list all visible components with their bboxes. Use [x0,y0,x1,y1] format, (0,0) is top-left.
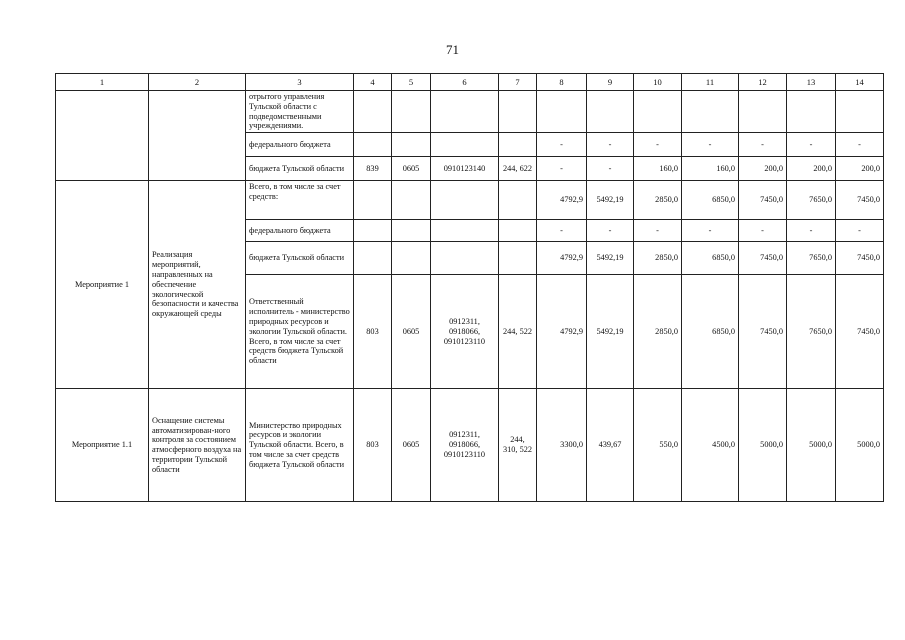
table-row [56,91,884,133]
header-cell: 7 [499,74,537,91]
value-cell: - [634,133,682,157]
value-cell: 7450,0 [836,242,884,275]
header-cell: 12 [739,74,787,91]
header-cell: 4 [354,74,392,91]
value-cell: - [836,220,884,242]
code-cell: 803 [354,275,392,389]
value-cell: - [537,157,587,181]
value-cell: - [787,133,836,157]
value-cell: 7650,0 [787,242,836,275]
value-cell: 7450,0 [739,242,787,275]
value-cell: 6850,0 [682,242,739,275]
value-cell: 3300,0 [537,389,587,502]
measure-description: Оснащение системы автоматизирован-ного контроля за состоянием атмосферного воздуха на территории Тульской области [149,389,246,502]
page-number: 71 [446,42,459,57]
code-cell: 0912311, 0918066, 0910123110 [431,275,499,389]
code-cell: 0910123140 [431,157,499,181]
header-cell: 14 [836,74,884,91]
value-cell: - [682,220,739,242]
measure-name: Мероприятие 1 [56,181,149,389]
measure-description: Реализация мероприятий, направленных на обеспечение экологической безопасности и качества окружающей среды [149,181,246,389]
executor-label: Ответственный исполнитель - министерство природных ресурсов и экологии Тульской области. Всего, в том числе за счет средств бюджета Тульской области [246,275,354,389]
row-label: бюджета Тульской области [246,242,354,275]
header-cell: 10 [634,74,682,91]
value-cell: 5000,0 [836,389,884,502]
value-cell: 2850,0 [634,242,682,275]
code-cell: 0912311, 0918066, 0910123110 [431,389,499,502]
header-cell: 13 [787,74,836,91]
value-cell: 7650,0 [787,181,836,220]
budget-table [55,73,884,502]
value-cell: 6850,0 [682,275,739,389]
value-cell: - [739,220,787,242]
code-cell: 803 [354,389,392,502]
value-cell: 160,0 [634,157,682,181]
value-cell: 7450,0 [836,181,884,220]
value-cell: - [537,220,587,242]
table-row [56,181,884,220]
value-cell: 5492,19 [587,242,634,275]
empty-cell [56,91,149,181]
row-label: федерального бюджета [246,220,354,242]
value-cell: - [634,220,682,242]
row-label: бюджета Тульской области [246,157,354,181]
code-cell: 244, 622 [499,157,537,181]
value-cell: 7650,0 [787,275,836,389]
row-label: федерального бюджета [246,133,354,157]
measure-name: Мероприятие 1.1 [56,389,149,502]
code-cell: 244, 310, 522 [499,389,537,502]
header-cell: 6 [431,74,499,91]
value-cell: 200,0 [836,157,884,181]
value-cell: - [739,133,787,157]
value-cell: - [587,220,634,242]
table-row [56,389,884,502]
header-cell: 3 [246,74,354,91]
value-cell: 200,0 [787,157,836,181]
table-header-row [56,74,884,91]
empty-cell [149,91,246,181]
value-cell: 2850,0 [634,181,682,220]
value-cell: 5492,19 [587,275,634,389]
value-cell: 200,0 [739,157,787,181]
value-cell: 5492,19 [587,181,634,220]
value-cell: 2850,0 [634,275,682,389]
header-cell: 9 [587,74,634,91]
code-cell: 0605 [392,389,431,502]
header-cell: 5 [392,74,431,91]
value-cell: 5000,0 [739,389,787,502]
value-cell: 4792,9 [537,181,587,220]
code-cell: 244, 522 [499,275,537,389]
code-cell: 0605 [392,157,431,181]
value-cell: 7450,0 [739,181,787,220]
value-cell: 6850,0 [682,181,739,220]
value-cell: 7450,0 [836,275,884,389]
value-cell: - [787,220,836,242]
row-label: Всего, в том числе за счет средств: [246,181,354,220]
header-cell: 2 [149,74,246,91]
code-cell: 839 [354,157,392,181]
header-cell: 8 [537,74,587,91]
value-cell: - [587,133,634,157]
value-cell: 4500,0 [682,389,739,502]
value-cell: 7450,0 [739,275,787,389]
value-cell: - [836,133,884,157]
header-cell: 1 [56,74,149,91]
value-cell: - [682,133,739,157]
value-cell: 160,0 [682,157,739,181]
value-cell: 4792,9 [537,275,587,389]
header-cell: 11 [682,74,739,91]
value-cell: 550,0 [634,389,682,502]
executor-label: Министерство природных ресурсов и экологии Тульской области. Всего, в том числе за счет средств бюджета Тульской области [246,389,354,502]
value-cell: 5000,0 [787,389,836,502]
value-cell: 4792,9 [537,242,587,275]
code-cell: 0605 [392,275,431,389]
value-cell: 439,67 [587,389,634,502]
value-cell: - [587,157,634,181]
description-continuation: отрытого управления Тульской области с подведомственными учреждениями. [246,91,354,133]
value-cell: - [537,133,587,157]
